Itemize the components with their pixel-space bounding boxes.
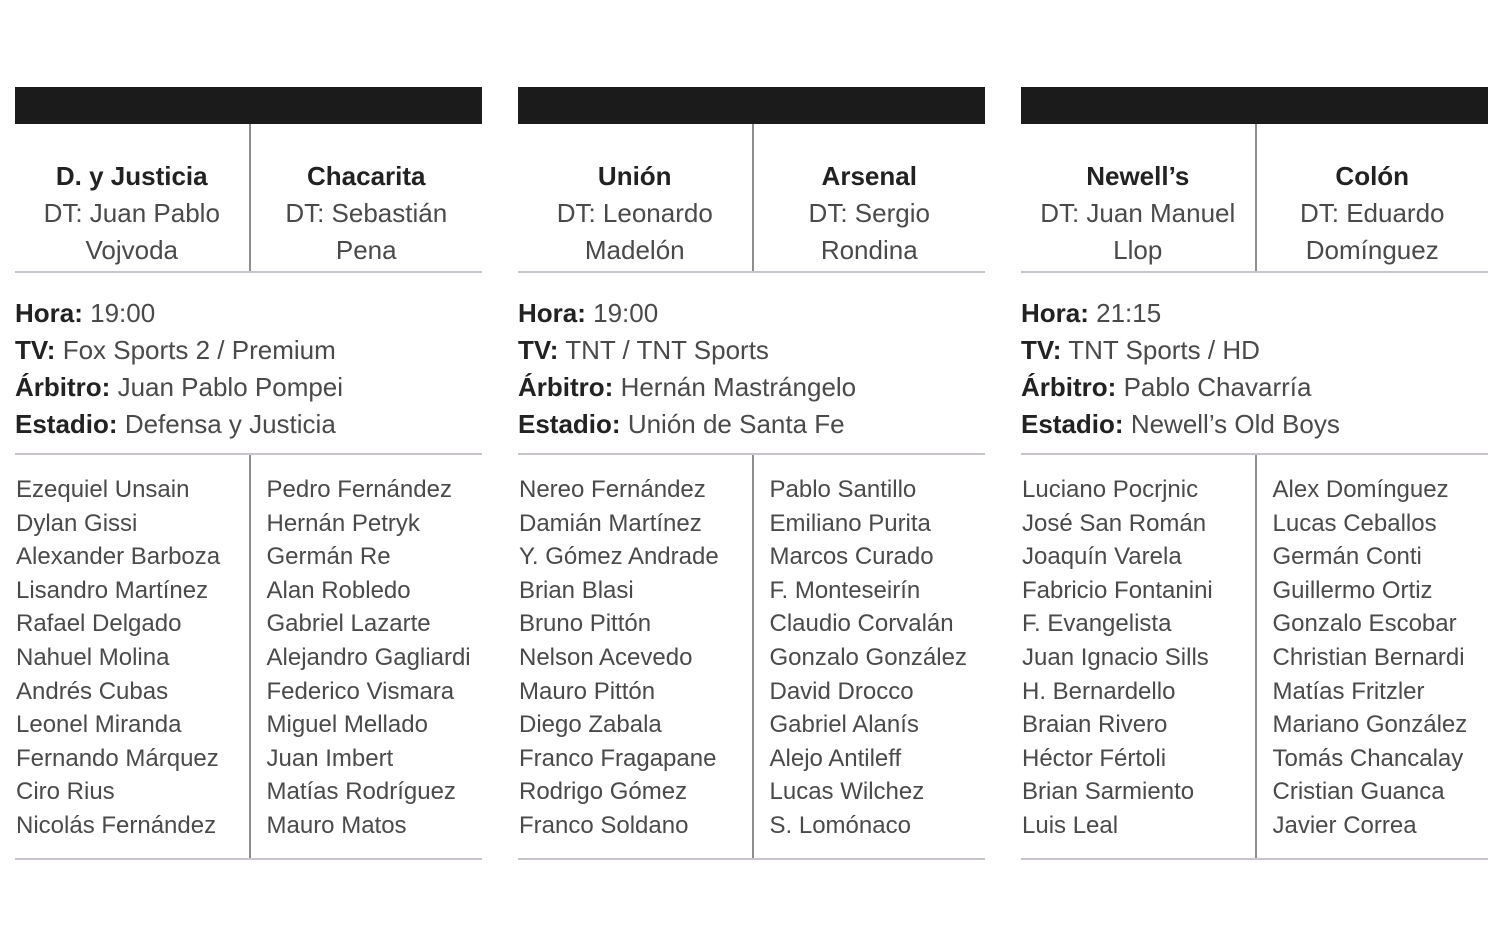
- home-team-name: Unión: [597, 161, 672, 191]
- home-player: Dylan Gissi: [16, 509, 138, 537]
- home-team: [1021, 124, 1255, 271]
- away-player: David Drocco: [769, 677, 914, 705]
- hora-label: Hora:: [1021, 298, 1089, 328]
- match-card: [1021, 87, 1488, 860]
- away-player: Miguel Mellado: [266, 711, 428, 739]
- kickoff-time: [1021, 295, 1488, 332]
- away-team-name: Chacarita: [307, 161, 426, 191]
- home-player: José San Román: [1022, 509, 1207, 537]
- away-team-name: Colón: [1335, 161, 1410, 191]
- home-player: Héctor Fértoli: [1022, 744, 1167, 772]
- home-player: Nahuel Molina: [16, 643, 170, 671]
- away-player: Alex Domínguez: [1272, 476, 1449, 503]
- away-player: S. Lomónaco: [769, 811, 911, 839]
- stadium: [518, 406, 985, 443]
- away-coach-line-2: Pena: [335, 235, 397, 265]
- home-player: Leonel Miranda: [16, 711, 182, 739]
- away-coach-line-2: Domínguez: [1305, 235, 1439, 265]
- home-player: Ezequiel Unsain: [16, 476, 190, 503]
- home-player: Diego Zabala: [519, 711, 662, 739]
- home-coach-line-2: Madelón: [584, 235, 685, 265]
- lineups: [15, 455, 482, 860]
- referee: [518, 369, 985, 406]
- tv-channel: [15, 332, 482, 369]
- home-player: Damián Martínez: [519, 509, 702, 537]
- away-player: Gabriel Lazarte: [266, 610, 431, 638]
- home-player: Alexander Barboza: [16, 543, 221, 571]
- lineups: [1021, 455, 1488, 860]
- match-info: [518, 273, 985, 455]
- match-card: [518, 87, 985, 860]
- home-lineup: [15, 455, 249, 858]
- estadio-label: Estadio:: [15, 409, 118, 439]
- kickoff-time: [518, 295, 985, 332]
- match-header-bar: [15, 87, 482, 124]
- home-player: Luis Leal: [1022, 811, 1119, 839]
- hora-value: 19:00: [90, 298, 156, 328]
- tv-value: TNT Sports / HD: [1068, 335, 1260, 365]
- away-player: Tomás Chancalay: [1272, 744, 1464, 772]
- tv-label: TV:: [518, 335, 559, 365]
- home-player: Nelson Acevedo: [519, 643, 693, 671]
- hora-label: Hora:: [518, 298, 586, 328]
- away-coach-line-2: Rondina: [820, 235, 918, 265]
- tv-channel: [518, 332, 985, 369]
- teams-row: [1021, 124, 1488, 273]
- match-info: [1021, 273, 1488, 455]
- home-coach-line-2: Vojvoda: [85, 235, 179, 265]
- home-lineup: [518, 455, 752, 858]
- away-team-name: Arsenal: [821, 161, 917, 191]
- match-card: [15, 87, 482, 860]
- home-player: Rodrigo Gómez: [519, 778, 688, 806]
- home-player: F. Evangelista: [1022, 610, 1172, 638]
- tv-value: TNT / TNT Sports: [565, 335, 769, 365]
- match-header-bar: [518, 87, 985, 124]
- away-coach-line-1: DT: Eduardo: [1299, 198, 1445, 228]
- home-player: Fernando Márquez: [16, 744, 219, 772]
- arbitro-value: Juan Pablo Pompei: [117, 372, 344, 402]
- away-coach-line-1: DT: Sergio: [808, 198, 930, 228]
- home-coach-line-2: Llop: [1113, 235, 1163, 265]
- away-player: Javier Correa: [1272, 811, 1417, 839]
- home-coach-line-1: DT: Juan Manuel: [1040, 198, 1236, 228]
- home-player: Lisandro Martínez: [16, 576, 209, 604]
- home-player: Mauro Pittón: [519, 677, 656, 705]
- teams-row: [518, 124, 985, 273]
- home-player: Andrés Cubas: [16, 677, 169, 705]
- lineups: [518, 455, 985, 860]
- away-player: Cristian Guanca: [1272, 778, 1445, 806]
- home-player: Franco Fragapane: [519, 744, 717, 772]
- away-player: Emiliano Purita: [769, 509, 931, 537]
- home-player: Juan Ignacio Sills: [1022, 643, 1209, 671]
- home-player: Braian Rivero: [1022, 711, 1168, 739]
- away-player: Alejandro Gagliardi: [266, 643, 471, 671]
- kickoff-time: [15, 295, 482, 332]
- hora-label: Hora:: [15, 298, 83, 328]
- away-team: [752, 124, 986, 271]
- away-coach-line-1: DT: Sebastián: [285, 198, 448, 228]
- away-player: Claudio Corvalán: [769, 610, 954, 638]
- match-header-bar: [1021, 87, 1488, 124]
- home-player: Rafael Delgado: [16, 610, 182, 638]
- match-info: [15, 273, 482, 455]
- away-team: [249, 124, 483, 271]
- teams-row: [15, 124, 482, 273]
- home-player: Y. Gómez Andrade: [519, 543, 719, 571]
- away-player: Alan Robledo: [266, 576, 411, 604]
- away-player: Germán Conti: [1272, 543, 1422, 571]
- away-player: Matías Rodríguez: [266, 778, 456, 806]
- home-lineup: [1021, 455, 1255, 858]
- away-player: Hernán Petryk: [266, 509, 420, 537]
- hora-value: 19:00: [593, 298, 659, 328]
- home-player: Luciano Pocrjnic: [1022, 476, 1199, 503]
- tv-label: TV:: [1021, 335, 1062, 365]
- estadio-label: Estadio:: [1021, 409, 1124, 439]
- away-player: Lucas Wilchez: [769, 778, 925, 806]
- away-lineup: [1255, 455, 1489, 858]
- estadio-value: Unión de Santa Fe: [627, 409, 845, 439]
- home-player: Brian Blasi: [519, 576, 634, 604]
- away-lineup: [249, 455, 483, 858]
- arbitro-value: Hernán Mastrángelo: [620, 372, 857, 402]
- away-player: Guillermo Ortiz: [1272, 576, 1433, 604]
- estadio-value: Newell’s Old Boys: [1130, 409, 1340, 439]
- stadium: [1021, 406, 1488, 443]
- home-player: Nereo Fernández: [519, 476, 706, 503]
- arbitro-label: Árbitro:: [518, 372, 614, 402]
- home-player: H. Bernardello: [1022, 677, 1176, 705]
- estadio-label: Estadio:: [518, 409, 621, 439]
- away-player: Christian Bernardi: [1272, 643, 1465, 671]
- home-player: Fabricio Fontanini: [1022, 576, 1213, 604]
- away-player: Germán Re: [266, 543, 391, 571]
- away-player: Federico Vismara: [266, 677, 455, 705]
- away-player: Mauro Matos: [266, 811, 407, 839]
- referee: [1021, 369, 1488, 406]
- away-player: F. Monteseirín: [769, 576, 921, 604]
- tv-channel: [1021, 332, 1488, 369]
- away-player: Gonzalo Escobar: [1272, 610, 1457, 638]
- home-team-name: Newell’s: [1086, 161, 1190, 191]
- arbitro-label: Árbitro:: [1021, 372, 1117, 402]
- home-team: [518, 124, 752, 271]
- away-player: Mariano González: [1272, 711, 1468, 739]
- stadium: [15, 406, 482, 443]
- referee: [15, 369, 482, 406]
- away-player: Alejo Antileff: [769, 744, 902, 772]
- away-player: Pablo Santillo: [769, 476, 917, 503]
- away-player: Lucas Ceballos: [1272, 509, 1437, 537]
- away-team: [1255, 124, 1489, 271]
- arbitro-value: Pablo Chavarría: [1123, 372, 1312, 402]
- away-player: Gonzalo González: [769, 643, 967, 671]
- home-player: Bruno Pittón: [519, 610, 652, 638]
- away-player: Matías Fritzler: [1272, 677, 1425, 705]
- away-lineup: [752, 455, 986, 858]
- home-coach-line-1: DT: Leonardo: [556, 198, 713, 228]
- home-team-name: D. y Justicia: [55, 161, 208, 191]
- away-player: Marcos Curado: [769, 543, 934, 571]
- away-player: Pedro Fernández: [266, 476, 452, 503]
- home-player: Brian Sarmiento: [1022, 778, 1195, 806]
- home-player: Franco Soldano: [519, 811, 689, 839]
- hora-value: 21:15: [1096, 298, 1162, 328]
- away-player: Juan Imbert: [266, 744, 394, 772]
- estadio-value: Defensa y Justicia: [124, 409, 336, 439]
- home-team: [15, 124, 249, 271]
- home-player: Ciro Rius: [16, 778, 115, 806]
- home-player: Joaquín Varela: [1022, 543, 1182, 571]
- away-player: Gabriel Alanís: [769, 711, 919, 739]
- tv-value: Fox Sports 2 / Premium: [62, 335, 336, 365]
- tv-label: TV:: [15, 335, 56, 365]
- arbitro-label: Árbitro:: [15, 372, 111, 402]
- home-coach-line-1: DT: Juan Pablo: [43, 198, 220, 228]
- home-player: Nicolás Fernández: [16, 811, 217, 839]
